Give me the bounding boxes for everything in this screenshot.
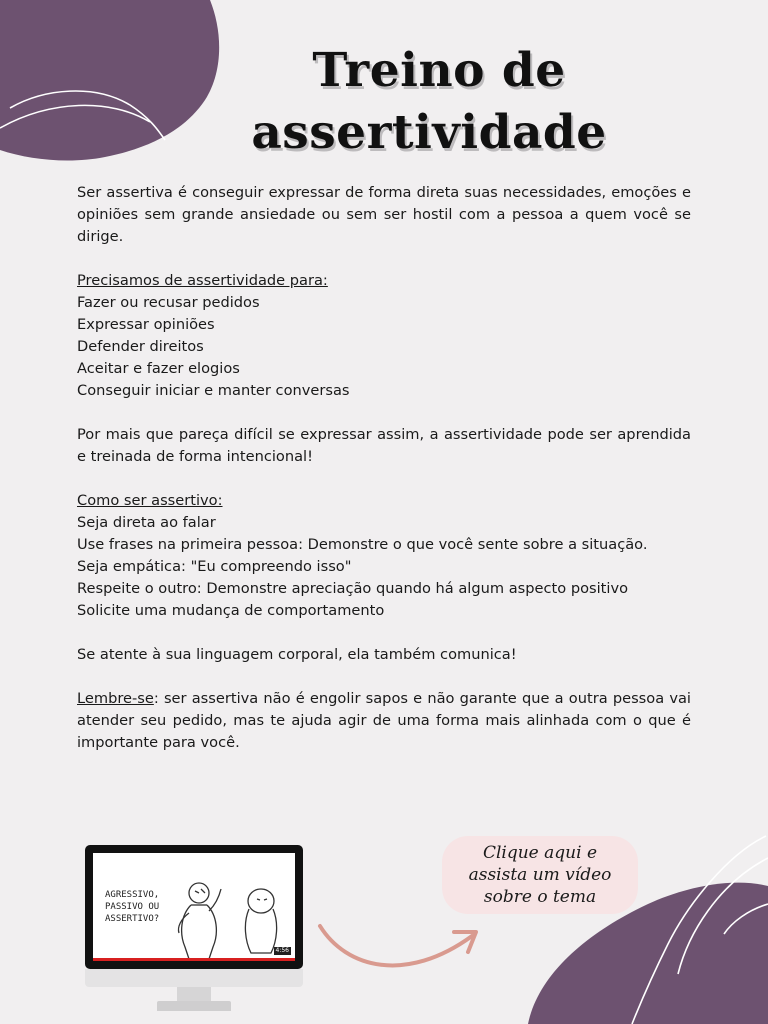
needs-item: Aceitar e fazer elogios bbox=[77, 360, 240, 377]
needs-heading: Precisamos de assertividade para: bbox=[77, 272, 328, 289]
needs-item: Expressar opiniões bbox=[77, 316, 215, 333]
how-item: Solicite uma mudança de comportamento bbox=[77, 602, 385, 619]
learnable-paragraph: Por mais que pareça difícil se expressar assim, a assertividade pode ser aprendida e treinada de forma intencional! bbox=[77, 426, 691, 465]
callout-line-2: assista um vídeo bbox=[468, 865, 612, 885]
callout-text bbox=[442, 842, 638, 908]
title-line-2: assertividade bbox=[251, 105, 607, 160]
remember-text: : ser assertiva não é engolir sapos e não garante que a outra pessoa vai atender seu pedido, mas te ajuda agir de uma forma mais alinhada com o que é importante para você. bbox=[77, 690, 691, 751]
video-thumbnail-link[interactable] bbox=[85, 845, 303, 1015]
needs-item: Conseguir iniciar e manter conversas bbox=[77, 382, 350, 399]
needs-section bbox=[77, 270, 691, 402]
monitor-stand-neck bbox=[177, 987, 211, 1001]
remember-label: Lembre-se bbox=[77, 690, 154, 707]
monitor-chin bbox=[85, 969, 303, 987]
monitor-stand-foot bbox=[157, 1001, 231, 1011]
callout-line-3: sobre o tema bbox=[483, 887, 597, 907]
how-item: Use frases na primeira pessoa: Demonstre o que você sente sobre a situação. bbox=[77, 536, 648, 553]
how-item: Seja empática: "Eu compreendo isso" bbox=[77, 558, 352, 575]
callout-line-1: Clique aqui e bbox=[482, 843, 598, 863]
video-progress-bar bbox=[93, 958, 295, 961]
video-text-line-1: AGRESSIVO, bbox=[105, 890, 160, 900]
video-text-line-2: PASSIVO OU bbox=[105, 902, 160, 912]
watch-video-callout[interactable] bbox=[442, 836, 638, 914]
remember-paragraph bbox=[77, 688, 691, 754]
body-language-paragraph: Se atente à sua linguagem corporal, ela também comunica! bbox=[77, 646, 517, 663]
monitor-icon bbox=[85, 845, 303, 969]
video-text-line-3: ASSERTIVO? bbox=[105, 914, 160, 924]
how-item: Seja direta ao falar bbox=[77, 514, 216, 531]
title-line-1: Treino de bbox=[312, 43, 566, 98]
needs-item: Fazer ou recusar pedidos bbox=[77, 294, 260, 311]
how-item: Respeite o outro: Demonstre apreciação quando há algum aspecto positivo bbox=[77, 580, 629, 597]
how-section bbox=[77, 490, 691, 622]
video-duration: 4:56 bbox=[275, 947, 289, 954]
main-content bbox=[77, 182, 691, 754]
page-title bbox=[0, 40, 768, 164]
curved-arrow-icon bbox=[316, 918, 486, 980]
needs-item: Defender direitos bbox=[77, 338, 204, 355]
intro-paragraph: Ser assertiva é conseguir expressar de forma direta suas necessidades, emoções e opiniões sem grande ansiedade ou sem ser hostil com a pessoa a quem você se dirige. bbox=[77, 184, 691, 245]
how-heading: Como ser assertivo: bbox=[77, 492, 223, 509]
video-thumbnail bbox=[93, 853, 295, 961]
